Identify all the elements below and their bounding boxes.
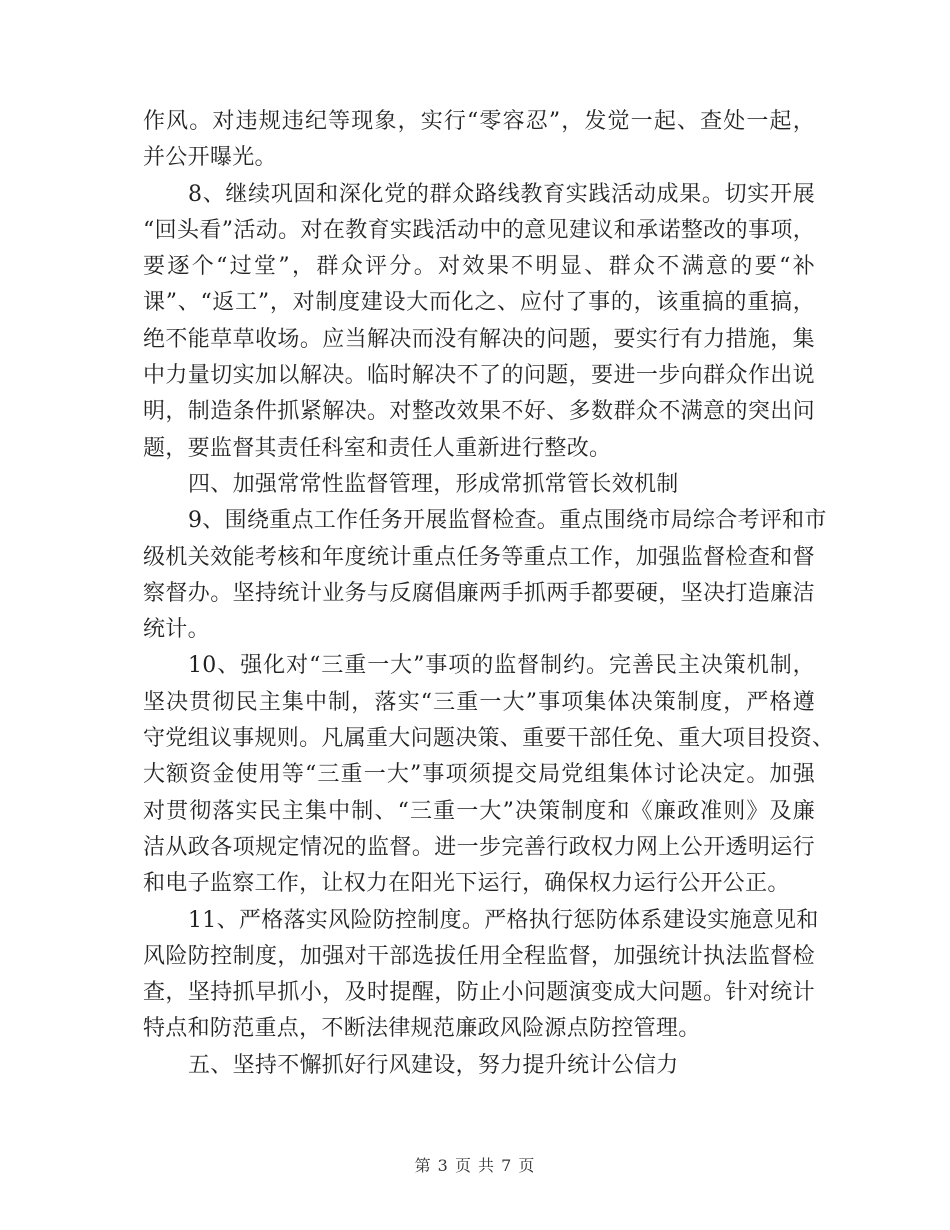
text-line: 守党组议事规则。凡属重大问题决策、重要干部任免、重大项目投资、 bbox=[143, 726, 835, 752]
text-line: 并公开曝光。 bbox=[143, 145, 277, 171]
text-line: 题，要监督其责任科室和责任人重新进行整改。 bbox=[143, 435, 612, 461]
section-heading-4: 四、加强常常性监督管理，形成常抓常管长效机制 bbox=[188, 471, 679, 497]
page-footer: 第 3 页 共 7 页 bbox=[414, 1156, 536, 1175]
text-line: 作风。对违规违纪等现象，实行“零容忍”，发觉一起、查处一起， bbox=[143, 109, 815, 134]
text-line: 和电子监察工作，让权力在阳光下运行，确保权力运行公开公正。 bbox=[143, 871, 790, 897]
document-body bbox=[143, 104, 835, 1084]
text-line: 大额资金使用等“三重一大”事项须提交局党组集体讨论决定。加强 bbox=[143, 762, 815, 788]
text-line: 中力量切实加以解决。临时解决不了的问题，要进一步向群众作出说 bbox=[143, 363, 815, 389]
text-line: 要逐个“过堂”，群众评分。对效果不明显、群众不满意的要“补 bbox=[143, 254, 815, 280]
paragraph-11-start: 11、严格落实风险防控制度。严格执行惩防体系建设实施意见和 bbox=[188, 907, 819, 933]
text-line: 课”、“返工”，对制度建设大而化之、应付了事的，该重搞的重搞， bbox=[143, 290, 815, 316]
text-line: 坚决贯彻民主集中制，落实“三重一大”事项集体决策制度，严格遵 bbox=[143, 689, 815, 715]
text-line: 级机关效能考核和年度统计重点任务等重点工作，加强监督检查和督 bbox=[143, 544, 815, 570]
text-line: 察督办。坚持统计业务与反腐倡廉两手抓两手都要硬，坚决打造廉洁 bbox=[143, 580, 815, 606]
text-line: 查，坚持抓早抓小，及时提醒，防止小问题演变成大问题。针对统计 bbox=[143, 980, 815, 1006]
paragraph-10-start: 10、强化对“三重一大”事项的监督制约。完善民主决策机制， bbox=[188, 653, 815, 679]
text-line: 洁从政各项规定情况的监督。进一步完善行政权力网上公开透明运行 bbox=[143, 834, 815, 860]
section-heading-5: 五、坚持不懈抓好行风建设，努力提升统计公信力 bbox=[188, 1052, 679, 1078]
paragraph-8-start: 8、继续巩固和深化党的群众路线教育实践活动成果。切实开展 bbox=[188, 181, 815, 207]
text-line: 绝不能草草收场。应当解决而没有解决的问题，要实行有力措施，集 bbox=[143, 326, 815, 352]
text-line: 明，制造条件抓紧解决。对整改效果不好、多数群众不满意的突出问 bbox=[143, 399, 815, 425]
text-line: 特点和防范重点，不断法律规范廉政风险源点防控管理。 bbox=[143, 1016, 701, 1042]
text-line: 统计。 bbox=[143, 617, 210, 643]
paragraph-9-start: 9、围绕重点工作任务开展监督检查。重点围绕市局综合考评和市 bbox=[188, 508, 827, 534]
text-line: “回头看”活动。对在教育实践活动中的意见建议和承诺整改的事项， bbox=[143, 217, 815, 243]
text-line: 对贯彻落实民主集中制、“三重一大”决策制度和《廉政准则》及廉 bbox=[143, 798, 815, 824]
text-line: 风险防控制度，加强对干部选拔任用全程监督，加强统计执法监督检 bbox=[143, 943, 815, 969]
